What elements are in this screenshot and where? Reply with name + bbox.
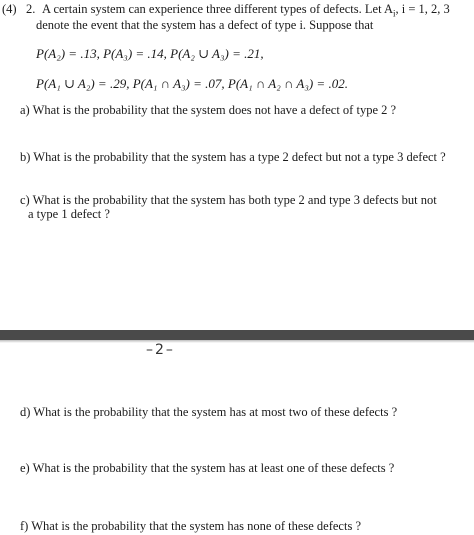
statement-text: A certain system can experience three different types of defects. Let A [42, 2, 394, 16]
given-probabilities-row2: P(A₁ ∪ A₂) = .29, P(A₁ ∩ A₃) = .07, P(A₁ ∩ A₂ ∩ A₃) = .02. [36, 76, 348, 91]
problem-statement-line1 [42, 2, 450, 19]
question-a: a) What is the probability that the system does not have a defect of type 2 ? [20, 103, 397, 117]
problem-statement-line2: denote the event that the system has a defect of type i. Suppose that [36, 18, 374, 32]
statement-subscript: i [393, 8, 396, 19]
question-c-line1: c) What is the probability that the system has both type 2 and type 3 defects but not [20, 193, 437, 207]
question-e: e) What is the probability that the system has at least one of these defects ? [20, 461, 395, 475]
question-b: b) What is the probability that the system has a type 2 defect but not a type 3 defect ? [20, 150, 446, 164]
page-break-shadow [0, 340, 474, 343]
question-f: f) What is the probability that the system has none of these defects ? [20, 519, 361, 533]
problem-points: (4) [2, 2, 17, 16]
question-c-line2: a type 1 defect ? [28, 207, 110, 221]
question-d: d) What is the probability that the system has at most two of these defects ? [20, 405, 398, 419]
statement-index: , i = 1, 2, 3 [395, 2, 450, 16]
problem-number: 2. [26, 2, 36, 16]
given-probabilities-row1: P(A₂) = .13, P(A₃) = .14, P(A₂ ∪ A₃) = .21, [36, 46, 264, 61]
page-number-marker: –2– [146, 342, 175, 358]
page-break-bar [0, 330, 474, 340]
